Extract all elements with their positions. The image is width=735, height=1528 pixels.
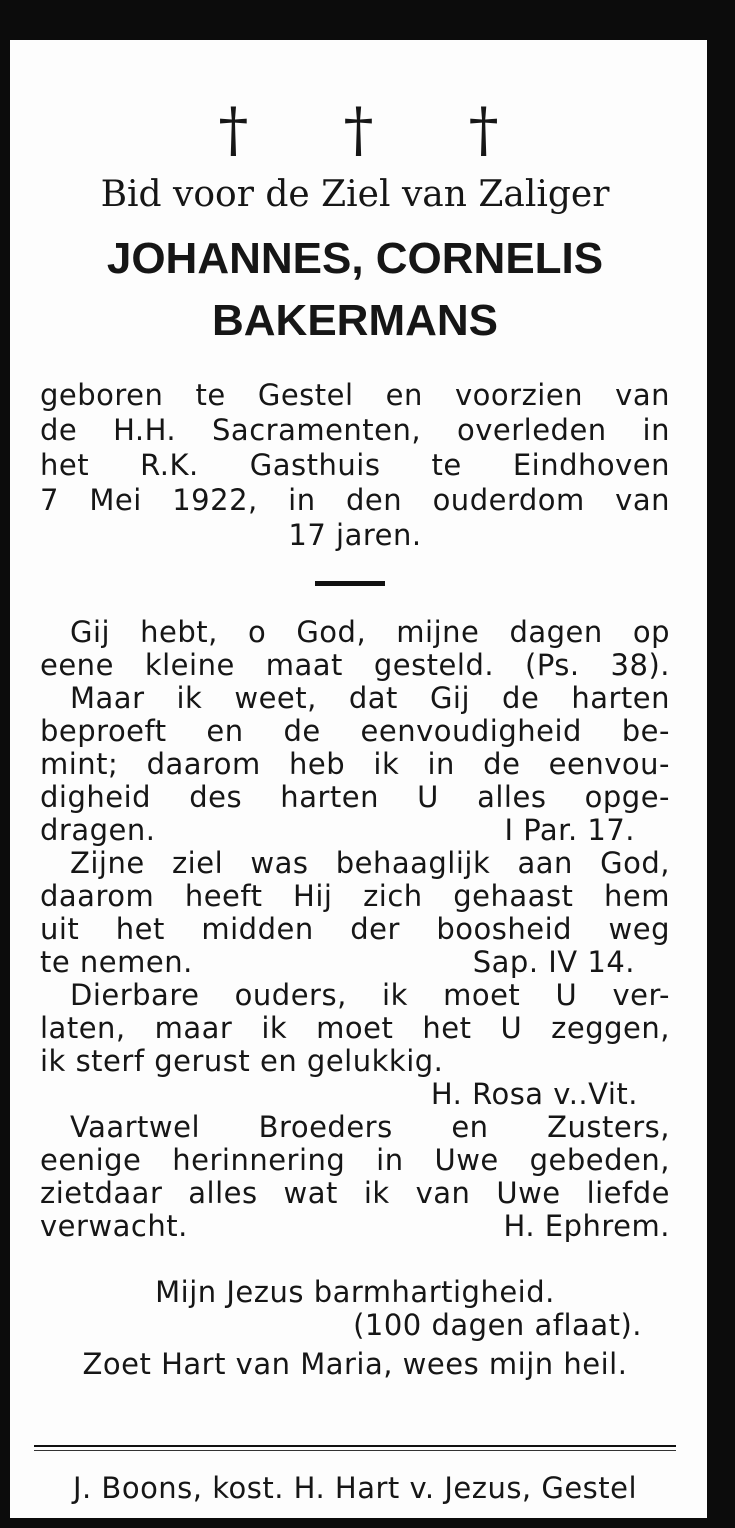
verse-text: te nemen.: [40, 945, 193, 979]
prayer-line: Zoet Hart van Maria, wees mijn heil.: [82, 1347, 628, 1381]
divider-short: [315, 581, 385, 586]
printer-credit: J. Boons, kost. H. Hart v. Jezus, Gestel: [72, 1471, 638, 1505]
verse-line-with-ref: [40, 1210, 670, 1242]
verse-line: daarom heeft Hij zich gehaast hem: [40, 879, 670, 913]
verse-text: verwacht.: [40, 1209, 188, 1243]
scripture-reference: H. Rosa v..Vit.: [430, 1077, 638, 1111]
three-crosses-icon: † † †: [218, 95, 537, 165]
verse-line: beproeft en de eenvoudigheid be-: [40, 714, 670, 748]
verse-line-with-ref: [40, 946, 635, 978]
verse-line: eene kleine maat gesteld. (Ps. 38).: [40, 648, 670, 682]
verse-line: Gij hebt, o God, mijne dagen op: [70, 615, 670, 649]
verse-line: zietdaar alles wat ik van Uwe liefde: [40, 1176, 670, 1210]
verse-line: Dierbare ouders, ik moet U ver-: [70, 978, 670, 1012]
bio-line: geboren te Gestel en voorzien van: [40, 378, 670, 412]
verse-line: Zijne ziel was behaaglijk aan God,: [70, 846, 670, 880]
verse-line: Maar ik weet, dat Gij de harten: [70, 681, 670, 715]
verse-line: mint; daarom heb ik in de eenvou-: [40, 747, 670, 781]
name-line-2: BAKERMANS: [212, 296, 498, 345]
divider-long: [34, 1450, 676, 1451]
memorial-card: [10, 40, 707, 1518]
verse-text: dragen.: [40, 813, 156, 847]
bio-line: het R.K. Gasthuis te Eindhoven: [40, 448, 670, 482]
verse-line: ik sterf gerust en gelukkig.: [40, 1044, 444, 1078]
bio-line: 17 jaren.: [288, 518, 422, 552]
verse-line: laten, maar ik moet het U zeggen,: [40, 1011, 670, 1045]
name-line-1: JOHANNES, CORNELIS: [106, 234, 604, 283]
verse-line: digheid des harten U alles opge-: [40, 780, 670, 814]
heading: Bid voor de Ziel van Zaliger: [100, 174, 610, 215]
scripture-reference: I Par. 17.: [504, 813, 635, 847]
indulgence-note: (100 dagen aflaat).: [353, 1308, 642, 1342]
divider-long: [34, 1445, 676, 1447]
verse-line-with-ref: [40, 814, 635, 846]
scripture-reference: Sap. IV 14.: [472, 945, 635, 979]
bio-line: 7 Mei 1922, in den ouderdom van: [40, 483, 670, 517]
scripture-reference: H. Ephrem.: [503, 1209, 670, 1243]
verse-line: Vaartwel Broeders en Zusters,: [70, 1110, 670, 1144]
verse-line: uit het midden der boosheid weg: [40, 912, 670, 946]
verse-line: eenige herinnering in Uwe gebeden,: [40, 1143, 670, 1177]
prayer-line: Mijn Jezus barmhartigheid.: [155, 1275, 555, 1309]
bio-line: de H.H. Sacramenten, overleden in: [40, 413, 670, 447]
